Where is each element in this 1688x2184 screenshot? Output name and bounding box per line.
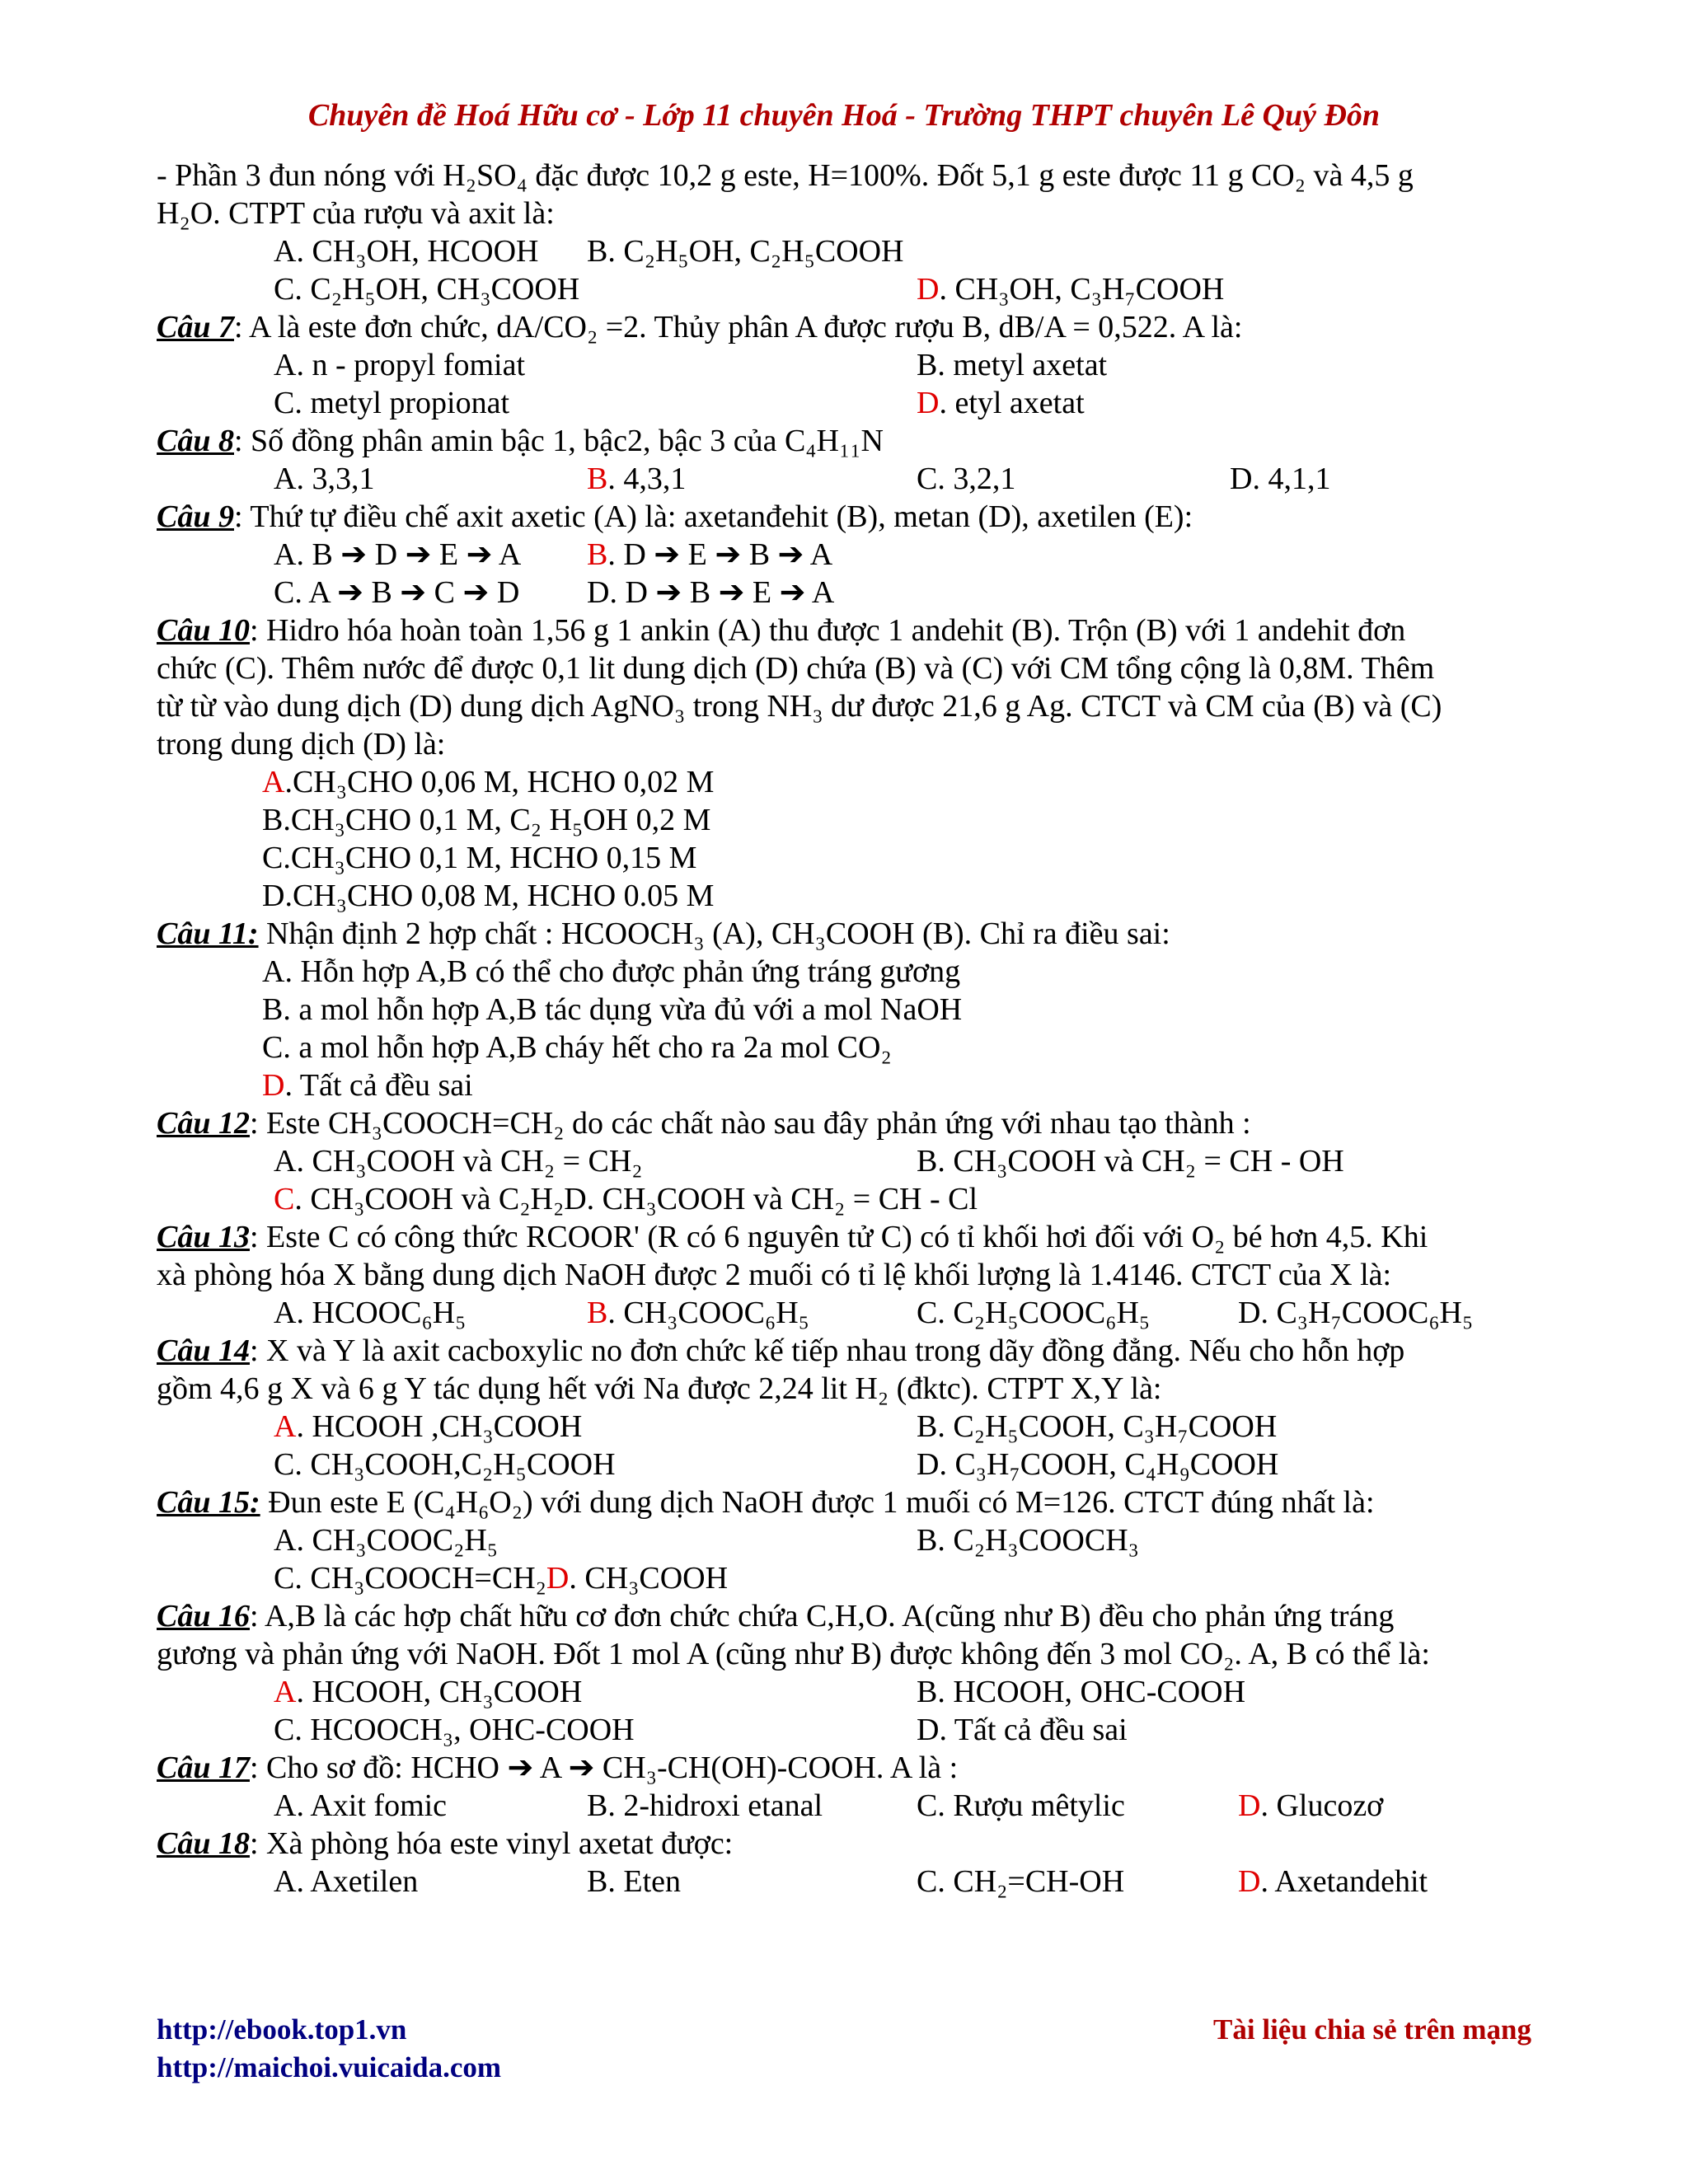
option-text: . metyl propionat: [294, 386, 510, 420]
answer-option: [274, 1408, 917, 1446]
option-letter: B: [262, 803, 284, 837]
option-letter: C: [274, 1561, 295, 1596]
question-text: : A,B là các hợp chất hữu cơ đơn chức chứa C,H,O. A(cũng như B) đều cho phản ứng tráng: [249, 1599, 1395, 1633]
answer-option: [274, 574, 587, 612]
question-block: [157, 1218, 1533, 1332]
question-text: : Hidro hóa hoàn toàn 1,56 g 1 ankin (A) thu được 1 andehit (B). Trộn (B) với 1 andehit đơn: [249, 613, 1406, 648]
option-text: . CH₃COOH,C₂H₅COOH: [294, 1447, 616, 1482]
question-block: [157, 1483, 1533, 1597]
option-text: . CH₃OH, HCOOH: [296, 234, 539, 269]
options-row: [157, 574, 1533, 612]
option-letter: B: [917, 1409, 938, 1444]
footer-links: [157, 2011, 501, 2087]
option-letter: B: [587, 1788, 608, 1823]
option-letter: C: [917, 1788, 938, 1823]
answer-option: [274, 1559, 546, 1597]
answer-option: [917, 1673, 1245, 1711]
answer-option: [262, 953, 960, 991]
option-letter: A: [274, 1788, 297, 1823]
answer-option: [274, 1673, 917, 1711]
option-letter: B: [262, 992, 284, 1027]
option-letter: A: [274, 1864, 297, 1899]
options-row: [157, 1294, 1533, 1332]
option-text: . B ➔ D ➔ E ➔ A: [296, 537, 522, 572]
question-number: Câu 7: [157, 310, 234, 344]
option-letter: C: [274, 1182, 295, 1216]
question-block: [157, 1825, 1533, 1900]
option-letter: B: [917, 1523, 938, 1558]
option-letter: A: [262, 954, 285, 989]
exam-content: [157, 157, 1533, 1900]
question-stem-continued: [157, 1370, 1533, 1408]
option-text: . Axit fomic: [296, 1788, 448, 1823]
option-text: . CH₃COOC₂H₅: [296, 1523, 499, 1558]
option-letter: D: [262, 1068, 285, 1103]
options-row: [157, 1521, 1533, 1559]
option-text: . D ➔ E ➔ B ➔ A: [607, 537, 833, 572]
question-number: Câu 9: [157, 499, 234, 534]
question-text: : Số đồng phân amin bậc 1, bậc2, bậc 3 của C₄H₁₁N: [233, 424, 884, 458]
answer-option: [1238, 1787, 1383, 1825]
question-stem: [157, 915, 1533, 953]
intro-line-2: H₂O. CTPT của rượu và axit là:: [157, 196, 555, 231]
question-stem: [157, 1332, 1533, 1370]
question-stem: [157, 1218, 1533, 1256]
footer-note: Tài liệu chia sẻ trên mạng: [1213, 2013, 1531, 2046]
answer-option: [917, 460, 1230, 498]
question-text: từ từ vào dung dịch (D) dung dịch AgNO₃ trong NH₃ dư được 21,6 g Ag. CTCT và CM của (B) và (C): [157, 689, 1442, 724]
option-letter: B: [587, 537, 608, 572]
answer-option: [262, 839, 696, 877]
option-text: .CH₃CHO 0,06 M, HCHO 0,02 M: [284, 765, 715, 799]
option-letter: D: [1238, 1788, 1261, 1823]
question-stem: [157, 1825, 1533, 1863]
answer-option: [917, 1142, 1344, 1180]
answer-option: [587, 536, 832, 574]
option-letter: D: [917, 1713, 940, 1747]
option-text: . C₂H₅COOH, C₃H₇COOH: [937, 1409, 1278, 1444]
option-letter: A: [274, 1409, 297, 1444]
question-block: [157, 1749, 1533, 1825]
option-text: . HCOOCH₃, OHC-COOH: [294, 1713, 635, 1747]
option-letter: D: [917, 272, 940, 307]
option-letter: C: [917, 462, 938, 496]
option-text: . a mol hỗn hợp A,B tác dụng vừa đủ với a mol NaOH: [283, 992, 963, 1027]
question-block: [157, 1332, 1533, 1483]
option-letter: D: [262, 879, 285, 913]
option-text: . CH₃COOH và CH₂ = CH - Cl: [586, 1182, 978, 1216]
option-letter: D: [564, 1182, 587, 1216]
option-text: . A ➔ B ➔ C ➔ D: [294, 575, 520, 610]
option-letter: C: [917, 1296, 938, 1330]
question-number: Câu 8: [157, 424, 234, 458]
option-text: . Glucozơ: [1260, 1788, 1384, 1823]
question-stem: [157, 1749, 1533, 1787]
option-letter: D: [546, 1561, 570, 1596]
question-text: : Thứ tự điều chế axit axetic (A) là: axetanđehit (B), metan (D), axetilen (E):: [233, 499, 1193, 534]
option-letter: C: [262, 1030, 284, 1065]
answer-option: [587, 460, 917, 498]
option-text: .CH₃CHO 0,1 M, HCHO 0,15 M: [283, 841, 697, 875]
answer-option: [274, 536, 587, 574]
option-letter: A: [274, 1144, 297, 1179]
option-text: . HCOOH, OHC-COOH: [937, 1675, 1246, 1709]
options-row: [157, 1029, 1533, 1066]
options-row: [157, 1180, 1533, 1218]
answer-option: [917, 270, 1224, 308]
answer-option: [587, 1787, 917, 1825]
question-block: [157, 308, 1533, 422]
answer-option: [1230, 460, 1330, 498]
option-letter: B: [587, 1864, 608, 1899]
answer-option: [917, 1294, 1238, 1332]
option-letter: A: [274, 1296, 297, 1330]
page-title: Chuyên đề Hoá Hữu cơ - Lớp 11 chuyên Hoá - Trường THPT chuyên Lê Quý Đôn: [307, 98, 1381, 133]
option-text: . etyl axetat: [939, 386, 1085, 420]
question-text: : Este C có công thức RCOOR' (R có 6 nguyên tử C) có tỉ khối hơi đối với O₂ bé hơn 4,5. Khi: [249, 1220, 1428, 1254]
answer-option: [274, 1180, 564, 1218]
question-stem: [157, 1104, 1533, 1142]
options-row: [157, 801, 1533, 839]
question-text: trong dung dịch (D) là:: [157, 727, 446, 762]
answer-option: [274, 1142, 917, 1180]
option-text: . C₃H₇COOC₆H₅: [1260, 1296, 1474, 1330]
question-stem: [157, 308, 1533, 346]
options-row: [157, 460, 1533, 498]
option-text: . D ➔ B ➔ E ➔ A: [609, 575, 835, 610]
option-letter: A: [274, 1523, 297, 1558]
question-stem: [157, 1597, 1533, 1635]
answer-option: [274, 346, 917, 384]
question-text: : X và Y là axit cacboxylic no đơn chức kế tiếp nhau trong dãy đồng đẳng. Nếu cho hỗn hợp: [249, 1333, 1405, 1368]
option-text: . Tất cả đều sai: [939, 1713, 1128, 1747]
question-number: Câu 11:: [157, 916, 259, 951]
answer-option: [274, 270, 917, 308]
option-letter: B: [587, 234, 608, 269]
option-letter: A: [262, 765, 285, 799]
option-letter: A: [274, 234, 297, 269]
question-block: [157, 1104, 1533, 1218]
option-letter: A: [274, 537, 297, 572]
options-row: [157, 1863, 1533, 1900]
footer-link-ebook[interactable]: http://ebook.top1.vn: [157, 2013, 407, 2046]
question-stem-continued: [157, 1635, 1533, 1673]
options-row: [157, 1066, 1533, 1104]
question-text: : A là este đơn chức, dA/CO₂ =2. Thủy phân A được rượu B, dB/A = 0,522. A là:: [233, 310, 1243, 344]
answer-option: [917, 346, 1107, 384]
question-number: Câu 12: [157, 1106, 250, 1141]
option-letter: C: [274, 575, 295, 610]
options-row: [157, 1559, 1533, 1597]
question-text: : Cho sơ đồ: HCHO ➔ A ➔ CH₃-CH(OH)-COOH. A là :: [249, 1750, 959, 1785]
options-row: [157, 1408, 1533, 1446]
option-letter: C: [274, 1447, 295, 1482]
answer-option: [1238, 1863, 1428, 1900]
option-text: . Tất cả đều sai: [284, 1068, 473, 1103]
question-text: gương và phản ứng với NaOH. Đốt 1 mol A (cũng như B) được không đến 3 mol CO₂. A, B có thể là:: [157, 1637, 1430, 1671]
option-text: . CH₃COOH và CH₂ = CH - OH: [937, 1144, 1344, 1179]
question-block: [157, 612, 1533, 915]
option-text: . CH₃COOH và C₂H₂: [294, 1182, 565, 1216]
option-letter: B: [587, 462, 608, 496]
answer-option: [274, 460, 587, 498]
option-letter: A: [274, 462, 297, 496]
question-number: Câu 17: [157, 1750, 250, 1785]
option-text: . C₃H₇COOH, C₄H₉COOH: [939, 1447, 1279, 1482]
option-text: . Rượu mêtylic: [937, 1788, 1125, 1823]
answer-option: [274, 1294, 587, 1332]
answer-option: [917, 384, 1085, 422]
question-stem-continued: [157, 649, 1533, 687]
option-text: . metyl axetat: [937, 348, 1108, 382]
option-letter: C: [917, 1864, 938, 1899]
option-letter: C: [262, 841, 284, 875]
option-text: . HCOOH ,CH₃COOH: [296, 1409, 583, 1444]
answer-option: [262, 1029, 892, 1066]
option-text: . C₂H₅OH, C₂H₅COOH: [607, 234, 904, 269]
answer-option: [274, 1446, 917, 1483]
answer-option: [1238, 1294, 1473, 1332]
option-text: . C₂H₅COOC₆H₅: [937, 1296, 1151, 1330]
answer-option: [274, 384, 917, 422]
question-block: [157, 915, 1533, 1104]
question-text: Nhận định 2 hợp chất : HCOOCH₃ (A), CH₃COOH (B). Chỉ ra điều sai:: [258, 916, 1170, 951]
option-letter: C: [274, 272, 295, 307]
answer-option: [917, 1787, 1238, 1825]
answer-option: [917, 1446, 1278, 1483]
question-stem: [157, 498, 1533, 536]
options-row: [157, 1673, 1533, 1711]
question-stem: [157, 422, 1533, 460]
answer-option: [274, 232, 587, 270]
question-number: Câu 16: [157, 1599, 250, 1633]
question-text: xà phòng hóa X bằng dung dịch NaOH được 2 muối có tỉ lệ khối lượng là 1.4146. CTCT của X là:: [157, 1258, 1392, 1292]
answer-option: [262, 763, 714, 801]
options-row: [157, 1142, 1533, 1180]
intro-line-1: - Phần 3 đun nóng với H₂SO₄ đặc được 10,2 g este, H=100%. Đốt 5,1 g este được 11 g CO₂ và 4,5 g: [157, 158, 1414, 193]
option-letter: D: [1238, 1864, 1261, 1899]
option-text: . 2-hidroxi etanal: [607, 1788, 823, 1823]
question-text: gồm 4,6 g X và 6 g Y tác dụng hết với Na được 2,24 lit H₂ (đktc). CTPT X,Y là:: [157, 1371, 1162, 1406]
option-text: . CH₃OH, C₃H₇COOH: [939, 272, 1225, 307]
question-block: [157, 422, 1533, 498]
answer-option: [262, 1066, 473, 1104]
question-text: : Xà phòng hóa este vinyl axetat được:: [249, 1826, 734, 1861]
option-letter: D: [587, 575, 610, 610]
option-text: . C₂H₅OH, CH₃COOH: [294, 272, 580, 307]
options-row: [157, 877, 1533, 915]
option-letter: A: [274, 1675, 297, 1709]
question-stem-continued: [157, 725, 1533, 763]
option-text: . a mol hỗn hợp A,B cháy hết cho ra 2a mol CO₂: [283, 1030, 892, 1065]
option-text: . Eten: [607, 1864, 681, 1899]
option-text: . C₂H₃COOCH₃: [937, 1523, 1139, 1558]
answer-option: [587, 1294, 917, 1332]
option-letter: A: [274, 348, 297, 382]
options-row: [157, 346, 1533, 384]
option-text: . HCOOH, CH₃COOH: [296, 1675, 583, 1709]
option-letter: C: [274, 1713, 295, 1747]
option-letter: D: [1238, 1296, 1261, 1330]
answer-option: [274, 1787, 587, 1825]
answer-option: [274, 1521, 917, 1559]
question-stem: [157, 612, 1533, 649]
options-row: [157, 1787, 1533, 1825]
answer-option: [262, 877, 714, 915]
question-number: Câu 10: [157, 613, 250, 648]
options-row: [157, 270, 1533, 308]
options-row: [157, 839, 1533, 877]
question-text: Đun este E (C₄H₆O₂) với dung dịch NaOH được 1 muối có M=126. CTCT đúng nhất là:: [260, 1485, 1375, 1520]
answer-option: [587, 232, 904, 270]
option-letter: D: [1230, 462, 1253, 496]
option-text: . n - propyl fomiat: [296, 348, 526, 382]
answer-option: [917, 1408, 1277, 1446]
question-block: [157, 1597, 1533, 1749]
option-letter: D: [917, 386, 940, 420]
answer-option: [546, 1559, 728, 1597]
options-row: [157, 232, 1533, 270]
answer-option: [564, 1180, 978, 1218]
option-text: . CH₃COOC₆H₅: [607, 1296, 809, 1330]
option-text: . 3,3,1: [296, 462, 375, 496]
option-text: . CH₃COOCH=CH₂: [294, 1561, 546, 1596]
option-letter: C: [274, 386, 295, 420]
option-letter: B: [917, 1144, 938, 1179]
answer-option: [274, 1863, 587, 1900]
option-text: . 4,3,1: [607, 462, 687, 496]
question-stem-continued: [157, 687, 1533, 725]
question-stem: [157, 1483, 1533, 1521]
answer-option: [262, 801, 710, 839]
option-text: . CH₂=CH-OH: [937, 1864, 1125, 1899]
option-letter: B: [917, 348, 938, 382]
answer-option: [917, 1521, 1139, 1559]
question-text: chức (C). Thêm nước để được 0,1 lit dung dịch (D) chứa (B) và (C) với CM tổng cộng là 0,8M. Thêm: [157, 651, 1435, 686]
option-letter: B: [917, 1675, 938, 1709]
question-text: : Este CH₃COOCH=CH₂ do các chất nào sau đây phản ứng với nhau tạo thành :: [249, 1106, 1251, 1141]
option-text: . CH₃COOH và CH₂ = CH₂: [296, 1144, 643, 1179]
question-stem-continued: [157, 1256, 1533, 1294]
options-row: [157, 384, 1533, 422]
answer-option: [587, 574, 834, 612]
option-text: . Axetilen: [296, 1864, 419, 1899]
answer-option: [587, 1863, 917, 1900]
answer-option: [274, 1711, 917, 1749]
answer-option: [917, 1863, 1238, 1900]
answer-option: [262, 991, 962, 1029]
footer-link-maichoi[interactable]: http://maichoi.vuicaida.com: [157, 2051, 502, 2083]
option-text: .CH₃CHO 0,1 M, C₂ H₅OH 0,2 M: [283, 803, 711, 837]
question-number: Câu 13: [157, 1220, 250, 1254]
question-number: Câu 14: [157, 1333, 250, 1368]
option-text: . 3,2,1: [937, 462, 1016, 496]
answer-option: [917, 1711, 1128, 1749]
options-row: [157, 953, 1533, 991]
options-row: [157, 991, 1533, 1029]
option-text: . CH₃COOH: [569, 1561, 729, 1596]
question-number: Câu 18: [157, 1826, 250, 1861]
option-text: . Hỗn hợp A,B có thể cho được phản ứng tráng gương: [284, 954, 961, 989]
options-row: [157, 1446, 1533, 1483]
question-block: [157, 498, 1533, 612]
question-number: Câu 15:: [157, 1485, 260, 1520]
options-row: [157, 763, 1533, 801]
option-letter: D: [917, 1447, 940, 1482]
option-text: . Axetandehit: [1260, 1864, 1428, 1899]
option-text: . 4,1,1: [1252, 462, 1331, 496]
options-row: [157, 536, 1533, 574]
options-row: [157, 1711, 1533, 1749]
option-letter: B: [587, 1296, 608, 1330]
option-text: . HCOOC₆H₅: [296, 1296, 467, 1330]
option-text: .CH₃CHO 0,08 M, HCHO 0.05 M: [284, 879, 715, 913]
